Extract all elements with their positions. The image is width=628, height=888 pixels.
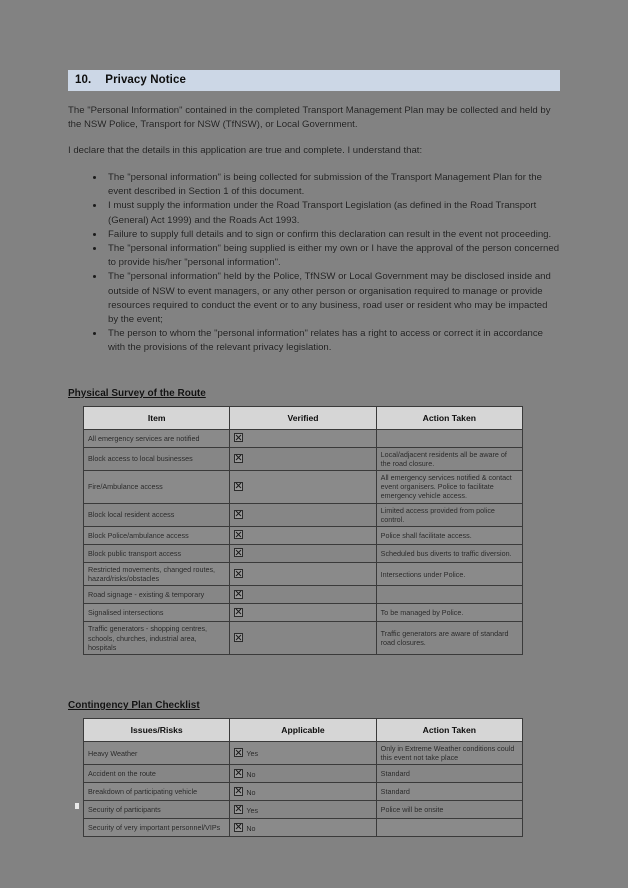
survey-item: Block Police/ambulance access [84,527,230,545]
survey-action: Police shall facilitate access. [376,527,522,545]
checkbox-checked-icon[interactable] [234,823,243,832]
checkbox-checked-icon[interactable] [234,548,243,557]
intro-paragraph-2: I declare that the details in this application are true and complete. I understand that: [68,145,423,156]
checkbox-checked-icon[interactable] [234,633,243,642]
bullet-text: The "personal information" is being collected for submission of the Transport Management Plan for the event described in Section 1 of this document. [108,172,542,198]
column-header-verified: Verified [230,406,376,429]
table-row [84,503,523,526]
checkbox-checked-icon[interactable] [234,510,243,519]
table-row [84,447,523,470]
survey-item: Road signage - existing & temporary [84,586,230,604]
bullet-dot-icon [93,204,96,207]
list-item [68,270,560,327]
contingency-action: Police will be onsite [376,801,522,819]
physical-survey-caption: Physical Survey of the Route [68,387,206,399]
list-item [68,228,560,242]
table-row [84,586,523,604]
table-row [84,527,523,545]
declaration-bullet-list [68,171,560,356]
contingency-issue: Accident on the route [84,765,230,783]
survey-verified-cell[interactable] [230,447,376,470]
column-header-action: Action Taken [376,719,522,742]
survey-action: Scheduled bus diverts to traffic diversion. [376,545,522,563]
survey-verified-cell[interactable] [230,503,376,526]
table-row [84,604,523,622]
survey-verified-cell[interactable] [230,622,376,655]
bullet-text: The "personal information" being supplied is either my own or I have the approval of the person concerned to provide his/her "personal information". [108,243,560,269]
contingency-issue: Security of participants [84,801,230,819]
table-row [84,622,523,655]
contingency-issue: Security of very important personnel/VIPs [84,819,230,837]
checkbox-checked-icon[interactable] [234,805,243,814]
checkbox-checked-icon[interactable] [234,769,243,778]
survey-action: Intersections under Police. [376,563,522,586]
table-row [84,429,523,447]
survey-verified-cell[interactable] [230,527,376,545]
intro-paragraph-1: The "Personal Information" contained in the completed Transport Management Plan may be collected and held by the NSW Police, Transport for NSW (TfNSW), or Local Government. [68,105,551,130]
table-row [84,801,523,819]
list-item [68,327,560,355]
column-header-issues-risks: Issues/Risks [84,719,230,742]
survey-verified-cell[interactable] [230,545,376,563]
survey-verified-cell[interactable] [230,563,376,586]
column-header-action: Action Taken [376,406,522,429]
survey-item: Signalised intersections [84,604,230,622]
contingency-plan-caption: Contingency Plan Checklist [68,700,200,712]
contingency-issue: Breakdown of participating vehicle [84,783,230,801]
table-row [84,545,523,563]
checkbox-checked-icon[interactable] [234,530,243,539]
page-title: Privacy Notice [105,74,186,86]
bullet-dot-icon [93,233,96,236]
table-header-row [84,719,523,742]
table-row [84,819,523,837]
contingency-applicable-cell[interactable] [230,801,376,819]
physical-survey-block [68,383,560,655]
section-number: 10. [75,74,92,86]
applicable-label: Yes [246,749,259,759]
survey-action: Traffic generators are aware of standard road closures. [376,622,522,655]
contingency-plan-table [83,718,523,837]
survey-item: Fire/Ambulance access [84,471,230,504]
contingency-applicable-cell[interactable] [230,742,376,765]
checkbox-checked-icon[interactable] [234,482,243,491]
table-row [84,742,523,765]
contingency-action: Only in Extreme Weather conditions could this event not take place [376,742,522,765]
list-item [68,171,560,199]
table-header-row [84,406,523,429]
survey-item: Block local resident access [84,503,230,526]
checkbox-checked-icon[interactable] [234,433,243,442]
bullet-text: Failure to supply full details and to sign or confirm this declaration can result in the event not proceeding. [108,228,552,240]
checkbox-checked-icon[interactable] [234,787,243,796]
document-content [68,70,560,837]
column-header-item: Item [84,406,230,429]
applicable-label: No [246,769,256,779]
contingency-issue: Heavy Weather [84,742,230,765]
checkbox-checked-icon[interactable] [234,748,243,757]
survey-action [376,429,522,447]
survey-action: Limited access provided from police control. [376,503,522,526]
contingency-action: Standard [376,783,522,801]
table-row [84,765,523,783]
physical-survey-table [83,406,523,655]
bullet-text: I must supply the information under the Road Transport Legislation (as defined in the Road Transport (General) Act 1999) and the Roads Act 1993. [108,200,537,226]
checkbox-checked-icon[interactable] [234,454,243,463]
survey-item: All emergency services are notified [84,429,230,447]
survey-action [376,586,522,604]
footer-mark [75,803,79,809]
section-heading-banner [68,70,560,91]
list-item [68,199,560,227]
survey-action: To be managed by Police. [376,604,522,622]
table-row [84,563,523,586]
contingency-plan-block [68,695,560,837]
checkbox-checked-icon[interactable] [234,569,243,578]
checkbox-checked-icon[interactable] [234,590,243,599]
bullet-text: The "personal information" held by the Police, TfNSW or Local Government may be disclosed inside and outside of NSW to event managers, or any other person or organisation required to manage or provide resources required to conduct the event or to any business, road user or resident who may be impacted by the event; [108,271,551,326]
applicable-label: No [246,823,256,833]
bullet-dot-icon [93,332,96,335]
bullet-text: The person to whom the "personal information" relates has a right to access or correct it in accordance with the provisions of the relevant privacy legislation. [108,328,544,354]
contingency-action: Standard [376,765,522,783]
survey-item: Traffic generators - shopping centres, schools, churches, industrial area, hospitals [84,622,230,655]
survey-item: Restricted movements, changed routes, hazard/risks/obstacles [84,563,230,586]
bullet-dot-icon [93,247,96,250]
checkbox-checked-icon[interactable] [234,608,243,617]
survey-verified-cell[interactable] [230,586,376,604]
contingency-applicable-cell[interactable] [230,765,376,783]
contingency-applicable-cell[interactable] [230,819,376,837]
contingency-action [376,819,522,837]
survey-verified-cell[interactable] [230,429,376,447]
table-row [84,471,523,504]
contingency-applicable-cell[interactable] [230,783,376,801]
survey-item: Block access to local businesses [84,447,230,470]
applicable-label: No [246,787,256,797]
applicable-label: Yes [246,805,259,815]
survey-verified-cell[interactable] [230,604,376,622]
survey-action: Local/adjacent residents all be aware of the road closure. [376,447,522,470]
column-header-applicable: Applicable [230,719,376,742]
table-row [84,783,523,801]
survey-action: All emergency services notified & contact event organisers. Police to facilitate emergency vehicle access. [376,471,522,504]
survey-item: Block public transport access [84,545,230,563]
list-item [68,242,560,270]
bullet-dot-icon [93,176,96,179]
bullet-dot-icon [93,275,96,278]
survey-verified-cell[interactable] [230,471,376,504]
